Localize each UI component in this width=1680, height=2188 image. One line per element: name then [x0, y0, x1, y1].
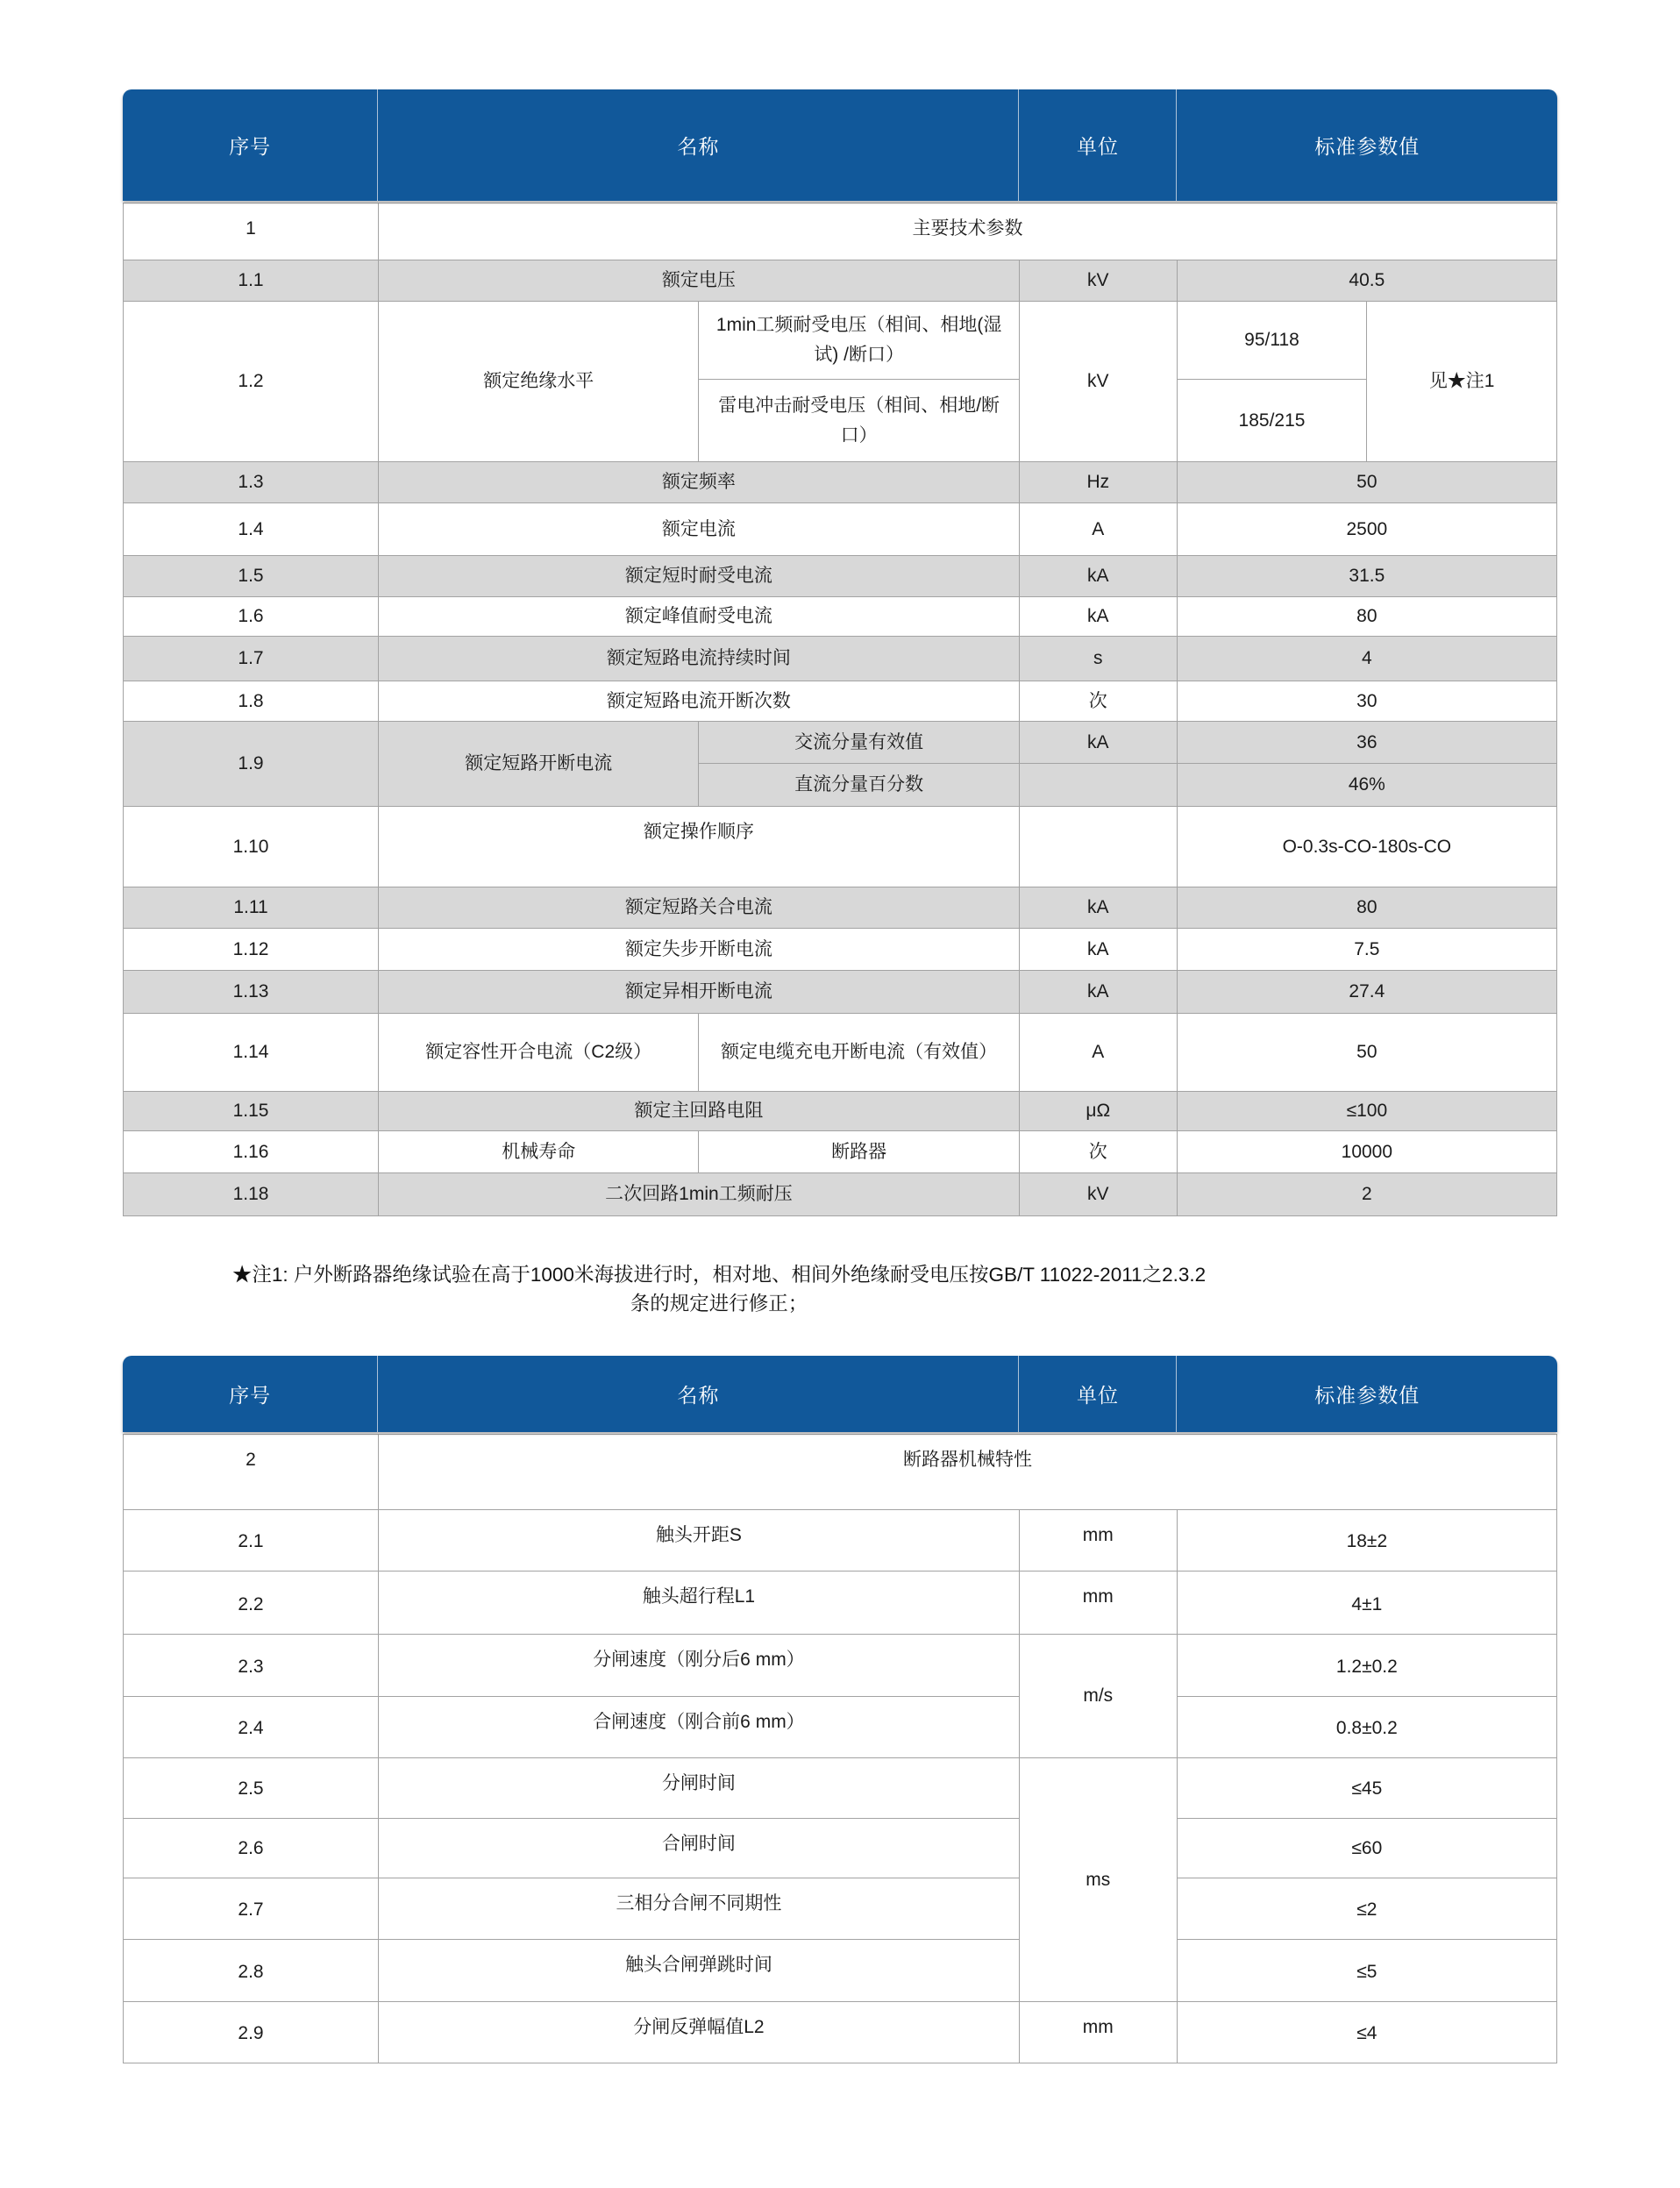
t2-r2.2-name: 触头超行程L1 [379, 1572, 1020, 1635]
t2-r2.1-value: 18±2 [1177, 1510, 1556, 1572]
t1-r1.10-unit [1019, 807, 1177, 887]
t1-r1.4-value: 2500 [1177, 503, 1556, 556]
t1-r1.3-unit: Hz [1019, 462, 1177, 503]
t1-r1.18-no: 1.18 [124, 1173, 379, 1216]
t2-r2.4-no: 2.4 [124, 1697, 379, 1758]
t1-r1.8-name: 额定短路电流开断次数 [379, 681, 1020, 722]
col-header-unit: 单位 [1019, 1356, 1177, 1432]
t2-r2.7-name: 三相分合闸不同期性 [379, 1878, 1020, 1940]
t1-r1.13-unit: kA [1019, 971, 1177, 1014]
col-header-value: 标准参数值 [1314, 1384, 1420, 1407]
t1-r1.9-subname-1: 交流分量有效值 [699, 722, 1019, 764]
t2-r2.3-name: 分闸速度（刚分后6 mm） [379, 1635, 1020, 1697]
t1-r1.16-unit: 次 [1019, 1131, 1177, 1173]
t2-r2.2-no: 2.2 [124, 1572, 379, 1635]
t1-r1.16-no: 1.16 [124, 1131, 379, 1173]
t1-r1.3-value: 50 [1177, 462, 1556, 503]
t1-r1.9-subunit-2 [1019, 764, 1177, 807]
t1-r1.2-name: 额定绝缘水平 [379, 302, 699, 462]
t2-r2.9-name: 分闸反弹幅值L2 [379, 2002, 1020, 2063]
t1-r1.10-name: 额定操作顺序 [379, 807, 1020, 887]
table-row [124, 556, 1557, 597]
t2-r2.3-unit-merged: m/s [1019, 1635, 1177, 1758]
t2-r2.5-unit-merged: ms [1019, 1758, 1177, 2002]
table-row [124, 1697, 1557, 1758]
t2-r2.6-name: 合闸时间 [379, 1819, 1020, 1878]
t1-r1.2-subvalue-1: 95/118 [1177, 302, 1367, 380]
t1-r1.9-subvalue-2: 46% [1177, 764, 1556, 807]
t1-r1.11-no: 1.11 [124, 887, 379, 929]
table2-body [123, 1434, 1557, 2063]
t1-r1.1-unit: kV [1019, 260, 1177, 302]
t1-r1.16-name2: 断路器 [699, 1131, 1019, 1173]
t1-r1.9-subname-2: 直流分量百分数 [699, 764, 1019, 807]
table-row [124, 1092, 1557, 1131]
t2-r2.5-no: 2.5 [124, 1758, 379, 1819]
t1-r1.2-unit: kV [1019, 302, 1177, 462]
t1-r1.13-name: 额定异相开断电流 [379, 971, 1020, 1014]
col-header-serial: 序号 [123, 1356, 378, 1432]
table-row [124, 929, 1557, 971]
table-row [124, 462, 1557, 503]
t1-r1.10-value: O-0.3s-CO-180s-CO [1177, 807, 1556, 887]
table-row [124, 1878, 1557, 1940]
t1-r1.9-subvalue-1: 36 [1177, 722, 1556, 764]
t1-r1.9-name: 额定短路开断电流 [379, 722, 699, 807]
table-row [124, 503, 1557, 556]
t1-r1.12-no: 1.12 [124, 929, 379, 971]
table2-header-row [123, 1356, 1557, 1432]
t1-r1.4-name: 额定电流 [379, 503, 1020, 556]
t1-r1.7-name: 额定短路电流持续时间 [379, 637, 1020, 681]
table-row [124, 1635, 1557, 1697]
t1-r1.1-name: 额定电压 [379, 260, 1020, 302]
t2-r2.9-unit: mm [1019, 2002, 1177, 2063]
t1-r1.14-no: 1.14 [124, 1014, 379, 1092]
t1-r1.12-value: 7.5 [1177, 929, 1556, 971]
t1-r1.11-value: 80 [1177, 887, 1556, 929]
t1-r1.7-value: 4 [1177, 637, 1556, 681]
star-footnote [96, 1261, 1342, 1318]
t1-r1.5-unit: kA [1019, 556, 1177, 597]
t2-r2.6-no: 2.6 [124, 1819, 379, 1878]
t2-r2.2-unit: mm [1019, 1572, 1177, 1635]
t1-r1.13-no: 1.13 [124, 971, 379, 1014]
t1-r1.16-name: 机械寿命 [379, 1131, 699, 1173]
t1-r1.5-name: 额定短时耐受电流 [379, 556, 1020, 597]
t2-r2.3-no: 2.3 [124, 1635, 379, 1697]
table-row [124, 2002, 1557, 2063]
star-footnote-line2: 条的规定进行修正； [630, 1292, 808, 1315]
t1-r1.15-value: ≤100 [1177, 1092, 1556, 1131]
t1-r1.3-name: 额定频率 [379, 462, 1020, 503]
t2-r2.5-name: 分闸时间 [379, 1758, 1020, 1819]
t2-r2.2-value: 4±1 [1177, 1572, 1556, 1635]
col-header-unit: 单位 [1019, 89, 1177, 201]
t1-r1-section-title: 主要技术参数 [379, 203, 1557, 260]
t2-r2.4-name: 合闸速度（刚合前6 mm） [379, 1697, 1020, 1758]
t2-r2.1-name: 触头开距S [379, 1510, 1020, 1572]
t2-r2.9-value: ≤4 [1177, 2002, 1556, 2063]
table-row [124, 971, 1557, 1014]
t1-r1.2-subname-1: 1min工频耐受电压（相间、相地(湿试) /断口） [699, 302, 1019, 380]
t1-r1.18-unit: kV [1019, 1173, 1177, 1216]
table-row [124, 1014, 1557, 1092]
t1-r1.4-no: 1.4 [124, 503, 379, 556]
table-row [124, 1131, 1557, 1173]
t2-r2.8-name: 触头合闸弹跳时间 [379, 1940, 1020, 2002]
table1-body [123, 203, 1557, 1216]
t1-r1.14-name2: 额定电缆充电开断电流（有效值） [699, 1014, 1019, 1092]
t1-r1.9-subunit-1: kA [1019, 722, 1177, 764]
tech-params-table [123, 89, 1557, 1216]
table-row [124, 597, 1557, 637]
table-row [124, 203, 1557, 260]
table-row [124, 1940, 1557, 2002]
t1-r1.11-name: 额定短路关合电流 [379, 887, 1020, 929]
table-row [124, 681, 1557, 722]
t1-r1.13-value: 27.4 [1177, 971, 1556, 1014]
t1-r1.18-name: 二次回路1min工频耐压 [379, 1173, 1020, 1216]
table-row [124, 637, 1557, 681]
t1-r1.6-no: 1.6 [124, 597, 379, 637]
col-header-name: 名称 [378, 89, 1019, 201]
t1-r1.3-no: 1.3 [124, 462, 379, 503]
t1-r1.11-unit: kA [1019, 887, 1177, 929]
t1-r1.2-no: 1.2 [124, 302, 379, 462]
t2-r2.3-value: 1.2±0.2 [1177, 1635, 1556, 1697]
t2-r2.1-no: 2.1 [124, 1510, 379, 1572]
t1-r1.6-value: 80 [1177, 597, 1556, 637]
t1-r1.5-value: 31.5 [1177, 556, 1556, 597]
star-footnote-line1: ★注1: 户外断路器绝缘试验在高于1000米海拔进行时，相对地、相间外绝缘耐受电压按GB/T 11022-2011之2.3.2 [231, 1264, 1207, 1286]
t1-r1.7-unit: s [1019, 637, 1177, 681]
t1-r1.14-value: 50 [1177, 1014, 1556, 1092]
t1-r1.18-value: 2 [1177, 1173, 1556, 1216]
t1-r1.2-note-ref: 见★注1 [1367, 302, 1557, 462]
t1-r1.12-name: 额定失步开断电流 [379, 929, 1020, 971]
t1-r1.2-subname-2: 雷电冲击耐受电压（相间、相地/断口） [699, 380, 1019, 462]
t2-r2.5-value: ≤45 [1177, 1758, 1556, 1819]
t1-r1.15-unit: μΩ [1019, 1092, 1177, 1131]
col-header-serial: 序号 [123, 89, 378, 201]
t2-r2.1-unit: mm [1019, 1510, 1177, 1572]
table-row [124, 807, 1557, 887]
t1-r1.14-unit: A [1019, 1014, 1177, 1092]
table-row [124, 1435, 1557, 1510]
mechanical-params-table [123, 1356, 1557, 2063]
col-header-value: 标准参数值 [1314, 135, 1420, 158]
t1-r1.6-name: 额定峰值耐受电流 [379, 597, 1020, 637]
t1-r1.1-no: 1.1 [124, 260, 379, 302]
t1-r1.10-no: 1.10 [124, 807, 379, 887]
t2-r2.4-value: 0.8±0.2 [1177, 1697, 1556, 1758]
t2-r2.7-value: ≤2 [1177, 1878, 1556, 1940]
table1-header-row [123, 89, 1557, 201]
col-header-name: 名称 [378, 1356, 1019, 1432]
t2-r2.8-value: ≤5 [1177, 1940, 1556, 2002]
t1-r1.15-name: 额定主回路电阻 [379, 1092, 1020, 1131]
t2-r2.7-no: 2.7 [124, 1878, 379, 1940]
t1-r1.2-subvalue-2: 185/215 [1177, 380, 1367, 462]
t1-r1.16-value: 10000 [1177, 1131, 1556, 1173]
table-row [124, 722, 1557, 764]
t1-r1.6-unit: kA [1019, 597, 1177, 637]
table-row [124, 260, 1557, 302]
table-row [124, 1819, 1557, 1878]
table-row [124, 1510, 1557, 1572]
t2-r2.9-no: 2.9 [124, 2002, 379, 2063]
table-row [124, 887, 1557, 929]
t2-r2.8-no: 2.8 [124, 1940, 379, 2002]
t1-r1.12-unit: kA [1019, 929, 1177, 971]
table-row [124, 302, 1557, 380]
t1-r1.9-no: 1.9 [124, 722, 379, 807]
t1-r1.5-no: 1.5 [124, 556, 379, 597]
table-row [124, 1572, 1557, 1635]
table-row [124, 1173, 1557, 1216]
t1-r1.15-no: 1.15 [124, 1092, 379, 1131]
t2-r2.6-value: ≤60 [1177, 1819, 1556, 1878]
t1-r1-no: 1 [124, 203, 379, 260]
t1-r1.8-unit: 次 [1019, 681, 1177, 722]
t1-r1.1-value: 40.5 [1177, 260, 1556, 302]
t2-r2-section-title: 断路器机械特性 [379, 1435, 1557, 1510]
t1-r1.14-name: 额定容性开合电流（C2级） [379, 1014, 699, 1092]
t1-r1.8-no: 1.8 [124, 681, 379, 722]
table-row [124, 1758, 1557, 1819]
t2-r2-no: 2 [124, 1435, 379, 1510]
t1-r1.7-no: 1.7 [124, 637, 379, 681]
t1-r1.8-value: 30 [1177, 681, 1556, 722]
t1-r1.4-unit: A [1019, 503, 1177, 556]
